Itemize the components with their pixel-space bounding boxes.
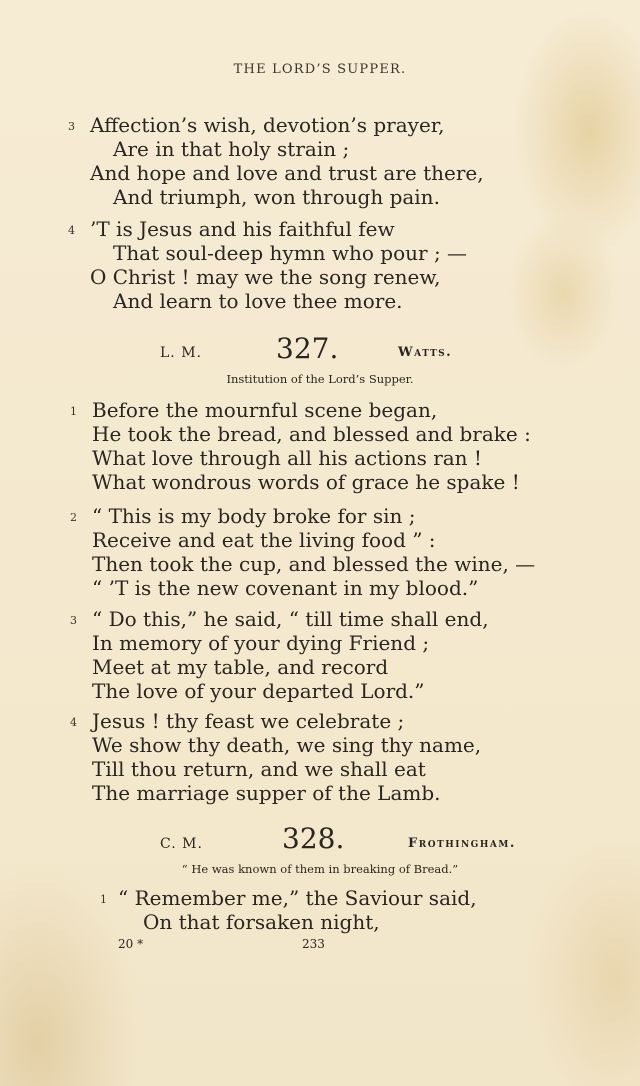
hymn-meter: L. M. <box>160 345 202 361</box>
verse-line: “ ’T is the new covenant in my blood.” <box>92 576 479 600</box>
hymn-author: Frothingham. <box>408 836 516 851</box>
verse-line: “ This is my body broke for sin ; <box>92 504 416 528</box>
hymn-number: 328. <box>282 822 345 855</box>
verse-line: O Christ ! may we the song renew, <box>90 265 441 289</box>
verse-line: In memory of your dying Friend ; <box>92 631 430 655</box>
verse-line: Then took the cup, and blessed the wine, — <box>92 552 536 576</box>
verse-number: 4 <box>68 224 75 237</box>
verse-line: Receive and eat the living food ” : <box>92 528 436 552</box>
verse-line: Are in that holy strain ; <box>113 137 350 161</box>
verse-line: ’T is Jesus and his faithful few <box>90 217 395 241</box>
hymn-meter: C. M. <box>160 836 203 852</box>
verse-line: Affection’s wish, devotion’s prayer, <box>90 113 445 137</box>
verse-line: What wondrous words of grace he spake ! <box>92 470 520 494</box>
verse-number: 2 <box>70 511 77 524</box>
verse-line: “ Do this,” he said, “ till time shall end, <box>92 607 489 631</box>
verse-number: 3 <box>70 614 77 627</box>
hymn-title: “ He was known of them in breaking of Bread.” <box>181 862 459 876</box>
verse-line: And learn to love thee more. <box>113 289 403 313</box>
signature-mark: 20 * <box>118 937 144 951</box>
running-head: THE LORD’S SUPPER. <box>233 62 407 77</box>
page-number: 233 <box>302 937 325 951</box>
verse-line: That soul-deep hymn who pour ; — <box>113 241 468 265</box>
hymn-title: Institution of the Lord’s Supper. <box>226 372 414 386</box>
verse-line: The marriage supper of the Lamb. <box>92 781 441 805</box>
verse-number: 4 <box>70 716 77 729</box>
verse-line: And triumph, won through pain. <box>113 185 440 209</box>
verse-number: 1 <box>100 893 107 906</box>
verse-line: And hope and love and trust are there, <box>90 161 484 185</box>
verse-line: The love of your departed Lord.” <box>92 679 425 703</box>
verse-line: “ Remember me,” the Saviour said, <box>118 886 477 910</box>
verse-line: Meet at my table, and record <box>92 655 389 679</box>
verse-line: We show thy death, we sing thy name, <box>92 733 482 757</box>
hymn-number: 327. <box>276 332 339 365</box>
verse-number: 1 <box>70 405 77 418</box>
verse-line: Till thou return, and we shall eat <box>92 757 426 781</box>
verse-line: Before the mournful scene began, <box>92 398 438 422</box>
verse-number: 3 <box>68 120 75 133</box>
hymn-author: Watts. <box>398 345 453 360</box>
verse-line: Jesus ! thy feast we celebrate ; <box>92 709 405 733</box>
verse-line: What love through all his actions ran ! <box>92 446 482 470</box>
verse-line: On that forsaken night, <box>143 910 380 934</box>
verse-line: He took the bread, and blessed and brake : <box>92 422 531 446</box>
